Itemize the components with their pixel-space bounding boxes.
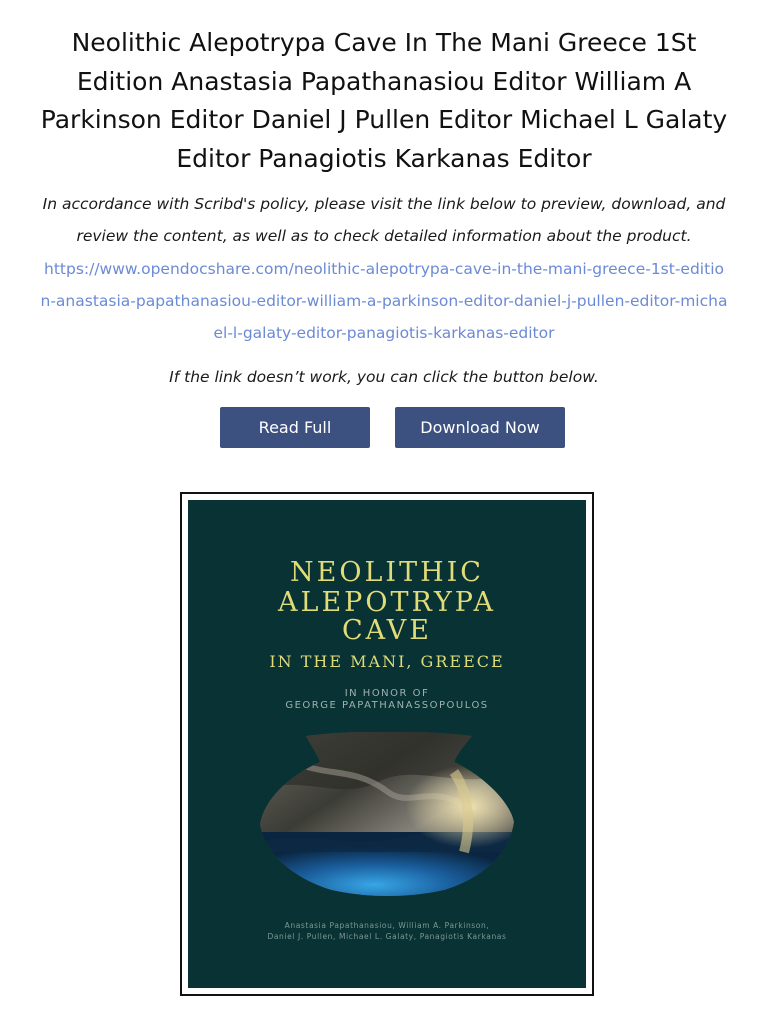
cover-subtitle: IN THE MANI, GREECE [269, 652, 505, 671]
cover-authors-line: Anastasia Papathanasiou, William A. Parkinson, [284, 921, 490, 930]
page-title: Neolithic Alepotrypa Cave In The Mani Greece 1St Edition Anastasia Papathanasiou Editor William A Parkinson Editor Daniel J Pullen Editor Michael L Galaty Editor Panagiotis Karkanas Editor [40, 28, 728, 173]
policy-notice: In accordance with Scribd's policy, please visit the link below to preview, download, and review the content, as well as to check detailed information about the product. [42, 195, 726, 245]
cave-vessel-image [258, 732, 516, 898]
book-cover-frame[interactable] [180, 492, 594, 996]
cover-honor-line: IN HONOR OF [344, 688, 430, 699]
cover-authors-line: Daniel J. Pullen, Michael L. Galaty, Panagiotis Karkanas [267, 932, 507, 941]
book-cover [188, 500, 586, 988]
cover-title-line: ALEPOTRYPA [278, 587, 496, 618]
cover-title-line: CAVE [341, 615, 433, 646]
download-now-button[interactable]: Download Now [395, 407, 565, 448]
cover-honor-line: GEORGE PAPATHANASSOPOULOS [285, 700, 489, 711]
read-full-button[interactable]: Read Full [220, 407, 370, 448]
cover-title-line: NEOLITHIC [290, 557, 484, 588]
product-link[interactable]: https://www.opendocshare.com/neolithic-alepotrypa-cave-in-the-mani-greece-1st-edition-anastasia-papathanasiou-editor-william-a-parkinson-editor-daniel-j-pullen-editor-michael-l-galaty-editor-panagiotis-karkanas-editor [40, 260, 728, 342]
fallback-note: If the link doesn’t work, you can click the button below. [169, 368, 599, 386]
